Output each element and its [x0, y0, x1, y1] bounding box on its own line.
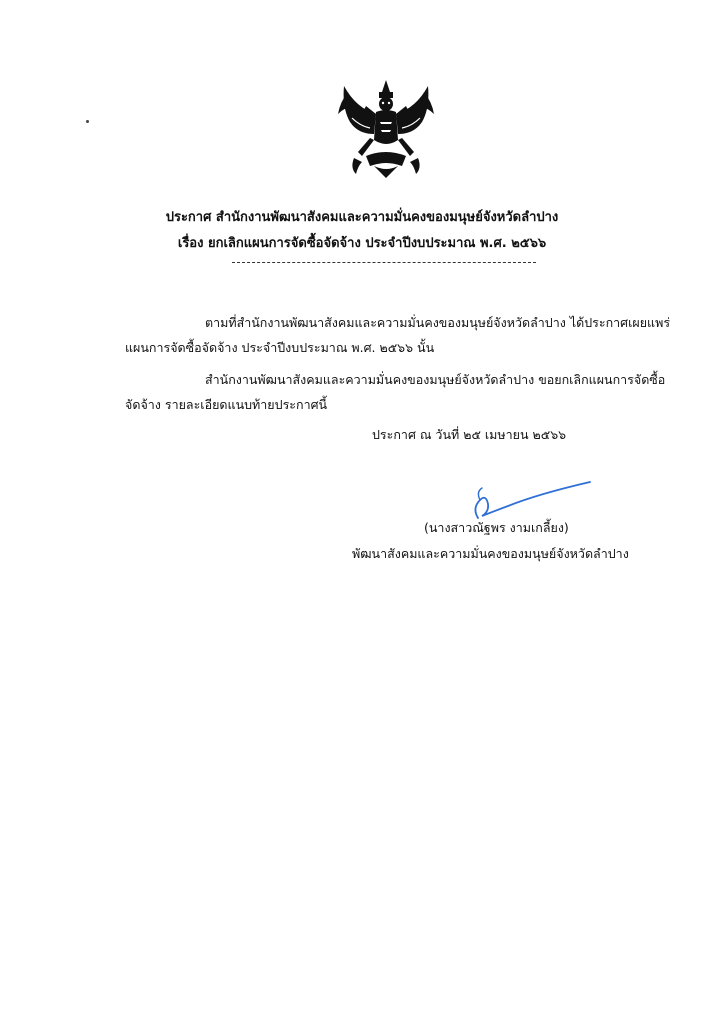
handwritten-signature: [468, 478, 594, 522]
paragraph-2-line-2: จัดจ้าง รายละเอียดแนบท้ายประกาศนี้: [125, 397, 328, 412]
paragraph-2-line-1: สำนักงานพัฒนาสังคมและความมั่นคงของมนุษย์จังหวัดลำปาง ขอยกเลิกแผนการจัดซื้อ: [205, 372, 666, 387]
title-divider: [232, 262, 536, 263]
garuda-emblem-icon: [336, 78, 436, 180]
signer-position: พัฒนาสังคมและความมั่นคงของมนุษย์จังหวัดลำปาง: [352, 546, 629, 561]
signer-name: (นางสาวณัฐพร งามเกลี้ยง): [424, 520, 569, 535]
paragraph-1-line-2: แผนการจัดซื้อจัดจ้าง ประจำปีงบประมาณ พ.ศ. ๒๕๖๖ นั้น: [125, 340, 435, 355]
announcement-title-line2: เรื่อง ยกเลิกแผนการจัดซื้อจัดจ้าง ประจำปีงบประมาณ พ.ศ. ๒๕๖๖: [177, 236, 547, 251]
scan-speck: [86, 120, 89, 123]
announcement-date: ประกาศ ณ วันที่ ๒๕ เมษายน ๒๕๖๖: [372, 427, 567, 442]
paragraph-1-line-1: ตามที่สำนักงานพัฒนาสังคมและความมั่นคงของมนุษย์จังหวัดลำปาง ได้ประกาศเผยแพร่: [205, 315, 671, 330]
announcement-title-line1: ประกาศ สำนักงานพัฒนาสังคมและความมั่นคงของมนุษย์จังหวัดลำปาง: [165, 210, 559, 225]
